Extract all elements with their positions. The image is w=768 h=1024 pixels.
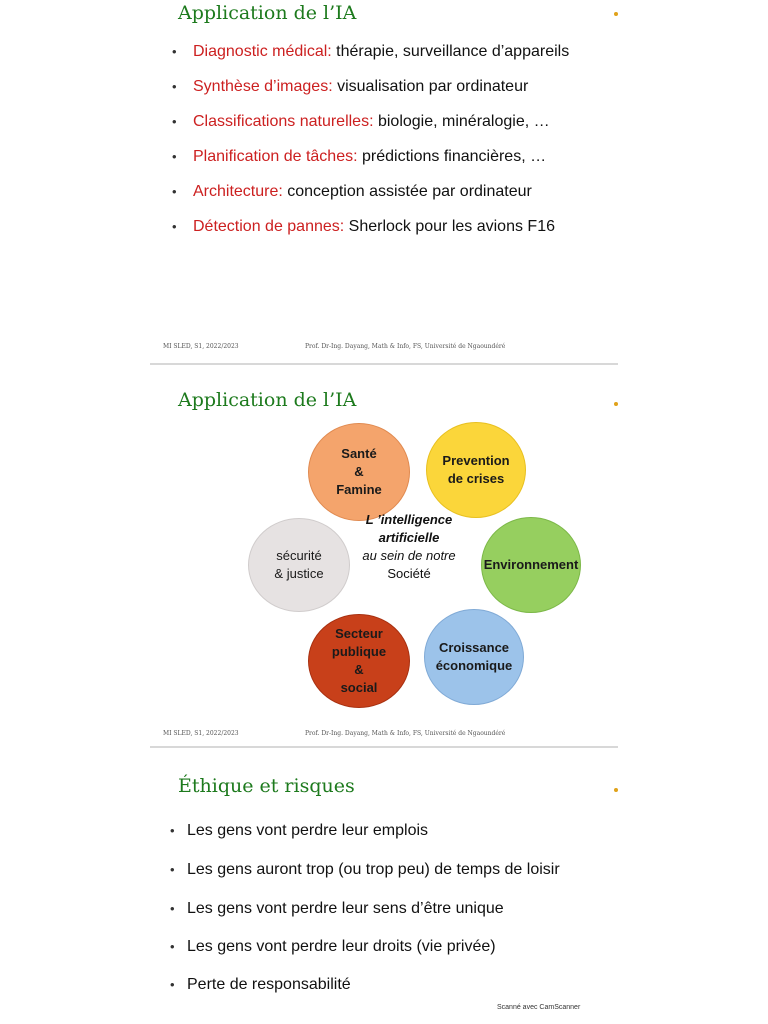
bullet-term: Diagnostic médical: (193, 43, 332, 60)
circle-securite-justice: sécurité & justice (248, 518, 350, 612)
slide-separator (150, 746, 618, 748)
list-item: • Synthèse d’images: visualisation par ordinateur (172, 78, 529, 95)
bullet-text: Les gens auront trop (ou trop peu) de temps de loisir (187, 861, 560, 878)
diagram-center-label (344, 511, 474, 583)
circle-sante-famine: Santé & Famine (308, 423, 410, 521)
list-item: • Les gens vont perdre leur emplois (170, 822, 429, 839)
center-line: au sein de notre (362, 548, 456, 563)
bullet-desc: thérapie, surveillance d’appareils (331, 43, 570, 60)
bullet-text: Les gens vont perdre leur sens d’être unique (187, 900, 504, 917)
bullet-term: Planification de tâches: (193, 148, 358, 165)
list-item: • Architecture: conception assistée par ordinateur (172, 183, 532, 200)
list-item: • Les gens vont perdre leur droits (vie privée) (170, 938, 496, 955)
bullet-term: Classifications naturelles: (193, 113, 374, 130)
circle-croissance-economique: Croissance économique (424, 609, 524, 705)
center-line: artificielle (378, 530, 440, 545)
footer-author: Prof. Dr-Ing. Dayang, Math & Info, FS, Université de Ngaoundéré (305, 343, 506, 350)
circle-environnement: Environnement (481, 517, 581, 613)
bullet-text: Les gens vont perdre leur droits (vie privée) (187, 938, 496, 955)
circle-prevention-crises: Prevention de crises (426, 422, 526, 518)
bullet-term: Synthèse d’images: (193, 78, 333, 95)
slide-applications-list (150, 0, 618, 356)
slide-ethique-risques (150, 752, 618, 1002)
scanner-watermark: Scanné avec CamScanner (497, 1004, 581, 1011)
bullet-text: Les gens vont perdre leur emplois (187, 822, 429, 839)
slide-title: Application de l’IA (178, 2, 357, 24)
bullet-term: Architecture: (193, 183, 283, 200)
footer-course: MI SLED, S1, 2022/2023 (163, 343, 239, 350)
bullet-desc: visualisation par ordinateur (332, 78, 529, 95)
slide-applications-diagram (150, 372, 618, 744)
slide-separator (150, 363, 618, 365)
slide-marker-dot (614, 12, 618, 16)
bullet-desc: conception assistée par ordinateur (282, 183, 532, 200)
slide-title: Application de l’IA (178, 389, 357, 411)
list-item: • Perte de responsabilité (170, 976, 351, 993)
list-item: • Diagnostic médical: thérapie, surveillance d’appareils (172, 43, 570, 60)
center-line: Société (387, 566, 431, 581)
bullet-desc: biologie, minéralogie, … (373, 113, 550, 130)
bullet-text: Perte de responsabilité (187, 976, 351, 993)
footer-author: Prof. Dr-Ing. Dayang, Math & Info, FS, Université de Ngaoundéré (305, 730, 506, 737)
center-line: L ’intelligence (365, 512, 453, 527)
list-item: • Classifications naturelles: biologie, minéralogie, … (172, 113, 550, 130)
bullet-desc: Sherlock pour les avions F16 (344, 218, 555, 235)
list-item: • Les gens auront trop (ou trop peu) de temps de loisir (170, 861, 560, 878)
slide-marker-dot (614, 402, 618, 406)
bullet-term: Détection de pannes: (193, 218, 345, 235)
slide-title: Éthique et risques (178, 775, 355, 797)
list-item: • Les gens vont perdre leur sens d’être unique (170, 900, 504, 917)
slide-marker-dot (614, 788, 618, 792)
list-item: • Détection de pannes: Sherlock pour les avions F16 (172, 218, 555, 235)
list-item: • Planification de tâches: prédictions financières, … (172, 148, 547, 165)
circle-secteur-publique-social: Secteur publique & social (308, 614, 410, 708)
bullet-desc: prédictions financières, … (357, 148, 547, 165)
footer-course: MI SLED, S1, 2022/2023 (163, 730, 239, 737)
